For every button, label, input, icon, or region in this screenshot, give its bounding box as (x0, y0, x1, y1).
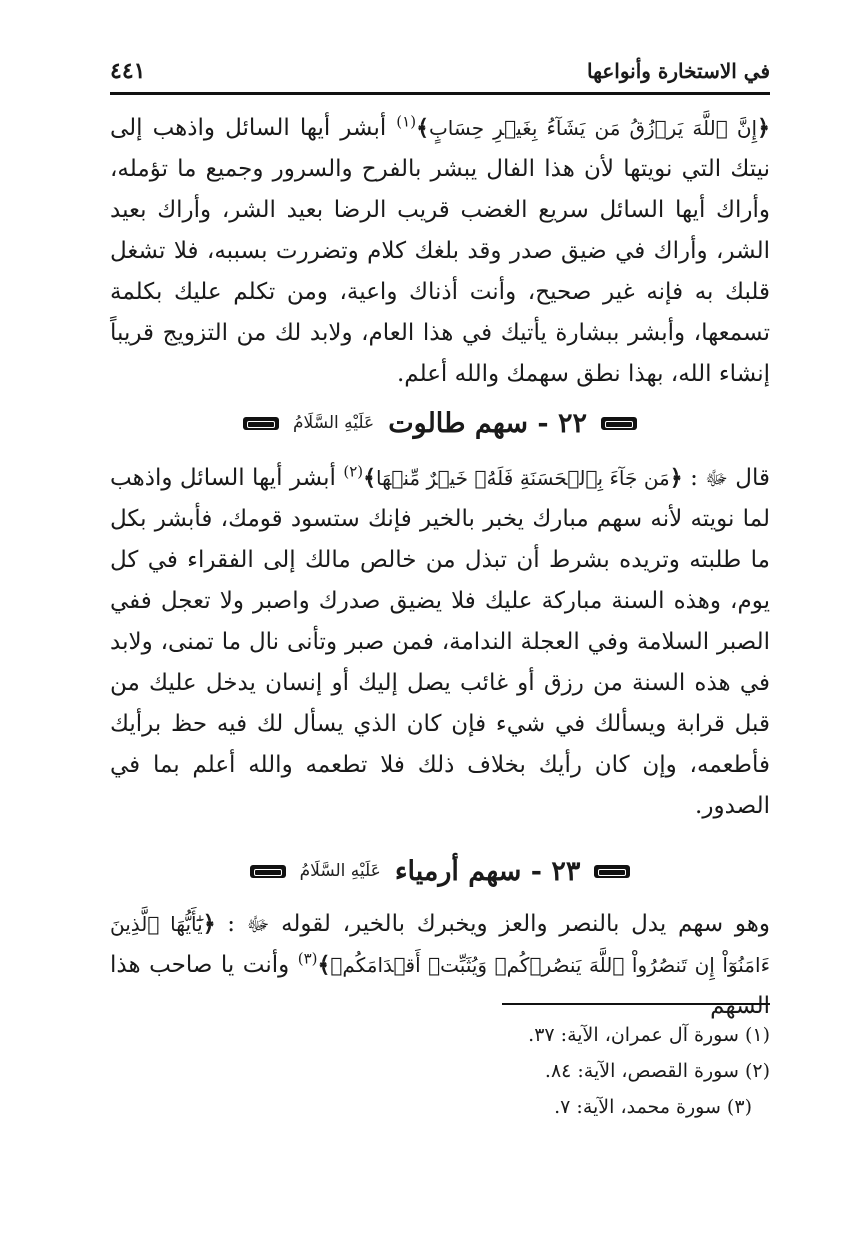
quran-open-bracket: ﴿ (757, 115, 770, 141)
paragraph-2-text: أبشر أيها السائل واذهب لما نويته لأنه سهم مبارك يخبر بالخير فإنك ستسود قومك، فأبشر بكل ما طلبته وتريده بشرط أن تبذل من خالص مالك إلى الفقراء في كل يوم، وهذه السنة مباركة عليك فلا يضيق صدرك واصبر ولا تعجل ففي الصبر السلامة وفي العجلة الندامة، فمن صبر وتأنى نال ما تمنى، ولابد في هذه السنة من رزق أو غائب يصل إليك أو إنسان يدخل عليك من قبل قرابة ويسألك في شيء فإن كان الذي يسأل لك فيه حظ برأيك فأطعمه، وإن كان رأيك بخلاف ذلك فلا تطعمه والله أعلم بما في الصدور. (110, 465, 770, 819)
quran-close-bracket: ﴾ (416, 115, 429, 141)
quran-close-bracket: ﴾ (317, 952, 331, 978)
footnote-1: (١) سورة آل عمران، الآية: ٣٧. (528, 1024, 770, 1046)
page-number: ٤٤١ (110, 58, 146, 84)
ornament-right (601, 417, 637, 430)
footnote-ref-2: (٢) (343, 462, 364, 481)
ornament-right (594, 865, 630, 878)
paragraph-2 (110, 458, 770, 827)
footnote-3: (٣) سورة محمد، الآية: ٧. (554, 1096, 752, 1118)
footnote-2: (٢) سورة القصص، الآية: ٨٤. (544, 1060, 770, 1082)
footnotes (110, 1017, 770, 1125)
footnote-ref-3: (٣) (297, 949, 318, 968)
section-22-title: ٢٢ - سهم طالوت (388, 407, 587, 439)
running-title: في الاستخارة وأنواعها (587, 59, 770, 83)
paragraph-3 (110, 904, 770, 1027)
section-heading-22 (110, 400, 770, 446)
paragraph-1-text: أبشر أيها السائل واذهب إلى نيتك التي نويتها لأن هذا الفال يبشر بالفرح والسرور وجميع ما تؤمله، وأراك أيها السائل سريع الغضب قريب الرضا بعيد الشر، وأراك بعيد الشر، وأراك في ضيق صدر وقد بلغك كلام وتضررت بسببه، فلا تشغل قلبك به فإنه غير صحيح، وأنت أذناك واعية، ومن تكلم عليك بكلمة تسمعها، وأبشر ببشارة يأتيك في هذا العام، ولابد لك من التزويج قريباً إنشاء الله، بهذا نطق سهمك والله أعلم. (110, 115, 770, 387)
footnote-rule (502, 1003, 770, 1005)
quran-verse-2: مَن جَآءَ بِٱلۡحَسَنَةِ فَلَهُۥ خَيۡرٌ مِّنۡهَا (376, 466, 670, 490)
section-heading-23 (110, 848, 770, 894)
quran-open-bracket: ﴿ (202, 911, 216, 937)
quran-open-bracket: ﴿ (669, 465, 683, 491)
paragraph-2-intro: قال (735, 465, 771, 491)
quran-verse-3: يَٰٓأَيُّهَا ٱلَّذِينَ ءَامَنُوٓاْ إِن تَنصُرُواْ ٱللَّهَ يَنصُرۡكُمۡ وَيُثَبِّتۡ أَقۡدَامَكُمۡ (110, 912, 770, 977)
footnote-ref-1: (١) (396, 112, 417, 131)
colon: : (215, 911, 247, 937)
ornament-left (243, 417, 279, 430)
colon: : (682, 465, 706, 491)
section-23-title: ٢٣ - سهم أرمياء (394, 855, 581, 887)
page-header (110, 52, 770, 90)
paragraph-3-text-start: وهو سهم يدل بالنصر والعز ويخبرك بالخير، لقوله (281, 911, 771, 937)
header-rule (110, 92, 770, 95)
salutation-glyph: ﷻ (246, 912, 270, 936)
paragraph-1 (110, 108, 770, 395)
paragraph-3-text-end: وأنت يا صاحب هذا السهم (110, 952, 770, 1019)
quran-verse-1: إِنَّ ٱللَّهَ يَرۡزُقُ مَن يَشَآءُ بِغَيۡرِ حِسَابٍ (428, 116, 758, 140)
salutation-glyph: ﷻ (705, 466, 728, 490)
honorific-calligraphy: عَلَيْهِ السَّلَامُ (299, 861, 381, 881)
honorific-calligraphy: عَلَيْهِ السَّلَامُ (293, 413, 375, 433)
quran-close-bracket: ﴾ (363, 465, 376, 491)
ornament-left (250, 865, 286, 878)
